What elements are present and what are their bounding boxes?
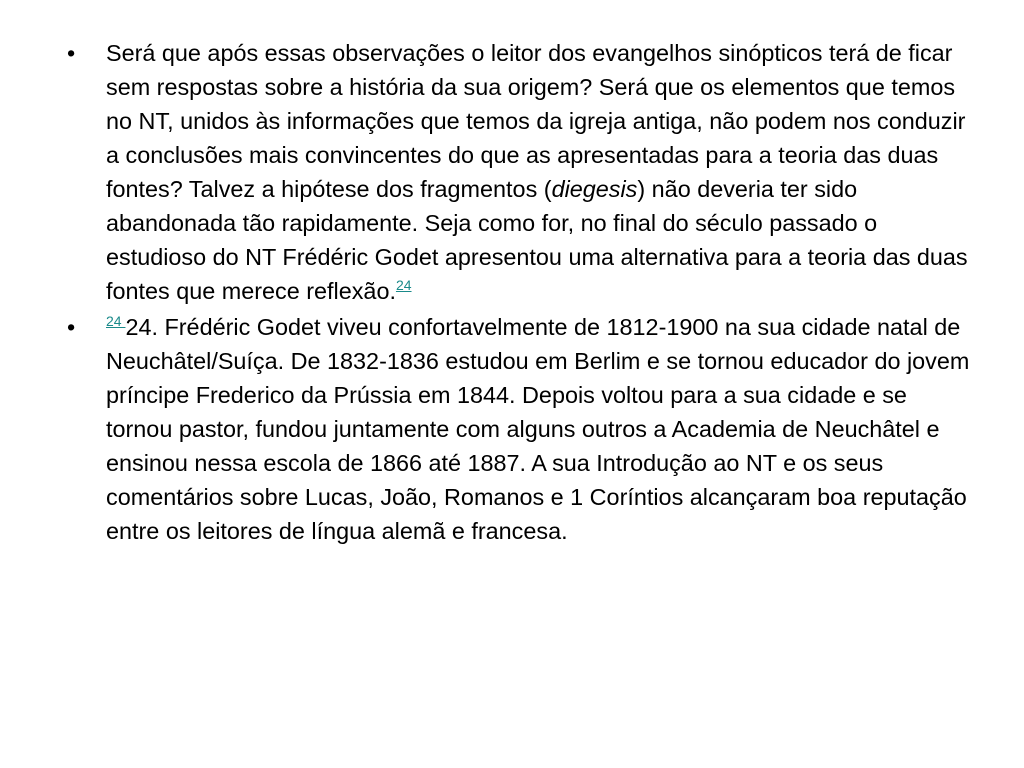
bullet-list bbox=[67, 36, 972, 550]
bullet-item-main-text bbox=[67, 36, 972, 308]
bullet-item-footnote bbox=[67, 310, 972, 548]
footnote-reference-link[interactable]: 24 bbox=[395, 277, 412, 293]
paragraph-text-before: Será que após essas observações o leitor dos evangelhos sinópticos terá de ficar sem respostas sobre a história da sua origem? Será que os elementos que temos no NT, unidos às informações que temos da igreja antiga, não podem nos conduzir a conclusões mais convincentes do que as apresentadas para a teoria das duas fontes? Talvez a hipótese dos fragmentos ( bbox=[106, 40, 966, 202]
footnote-anchor-link[interactable]: 24 bbox=[106, 313, 126, 329]
bullet-marker: • bbox=[67, 314, 76, 340]
paragraph-text-after: ) não deveria ter sido abandonada tão rapidamente. Seja como for, no final do século passado o estudioso do NT Frédéric Godet apresentou uma alternativa para a teoria das duas fontes que merece reflexão. bbox=[106, 176, 968, 304]
bullet-marker: • bbox=[67, 40, 76, 66]
italic-term-diegesis: diegesis bbox=[551, 176, 638, 202]
footnote-text: 24. Frédéric Godet viveu confortavelmente de 1812-1900 na sua cidade natal de Neuchâtel/Suíça. De 1832-1836 estudou em Berlim e se tornou educador do jovem príncipe Frederico da Prússia em 1844. Depois voltou para a sua cidade e se tornou pastor, fundou juntamente com alguns outros a Academia de Neuchâtel e ensinou nessa escola de 1866 até 1887. A sua Introdução ao NT e os seus comentários sobre Lucas, João, Romanos e 1 Coríntios alcançaram boa reputação entre os leitores de língua alemã e francesa. bbox=[106, 314, 970, 544]
